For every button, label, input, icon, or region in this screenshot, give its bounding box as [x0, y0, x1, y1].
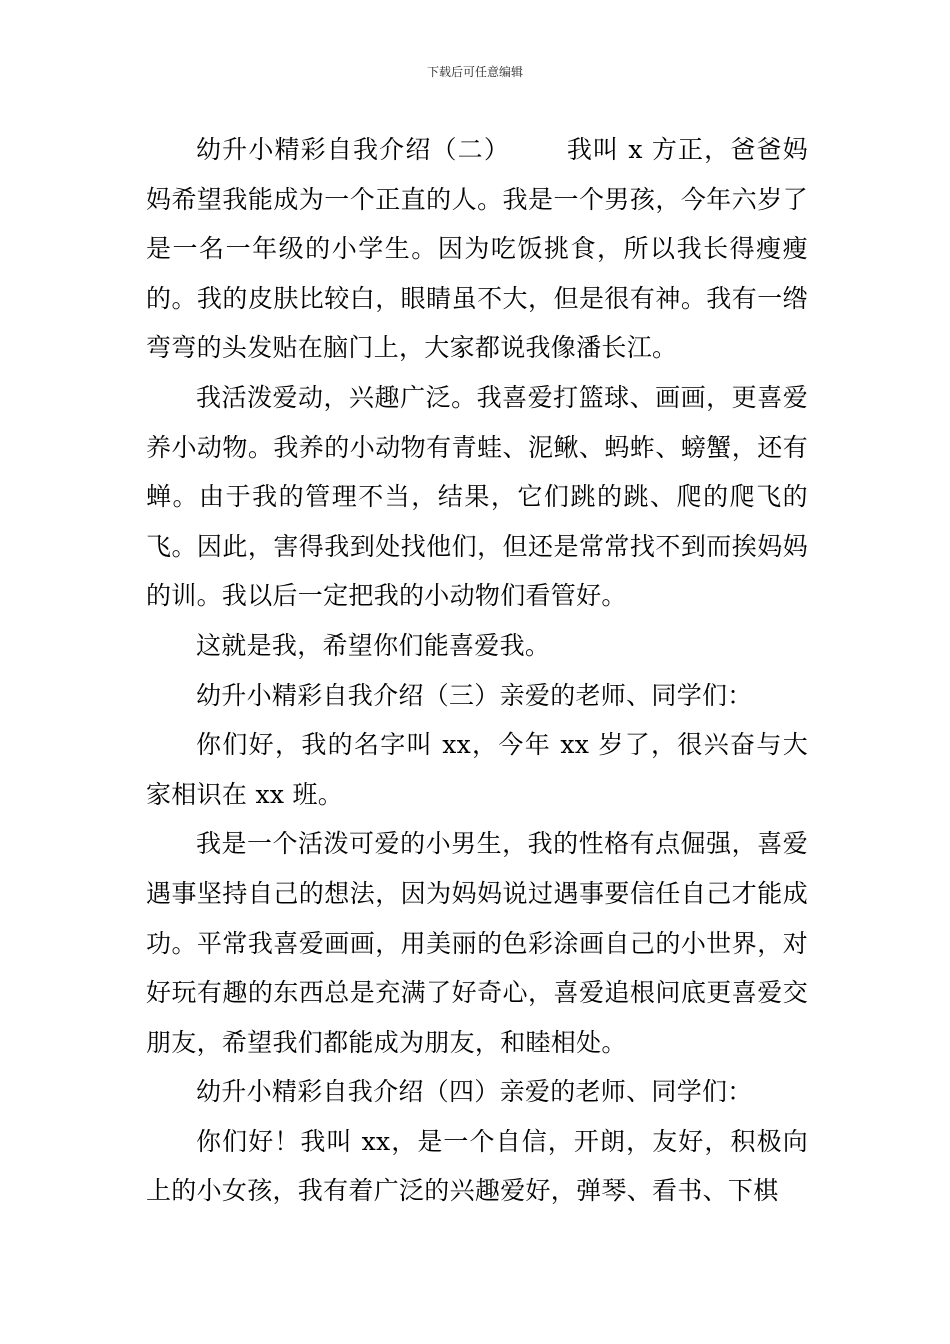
section-title-intro-2: 幼升小精彩自我介绍（二）	[196, 135, 511, 164]
document-body	[146, 125, 808, 1216]
paragraph-greeting-3: 你们好，我的名字叫 xx，今年 xx 岁了，很兴奋与大家相识在 xx 班。	[146, 730, 808, 809]
paragraph-personality: 我是一个活泼可爱的小男生，我的性格有点倔强，喜爱遇事坚持自己的想法，因为妈妈说过遇事要信任自己才能成功。平常我喜爱画画，用美丽的色彩涂画自己的小世界，对好玩有趣的东西总是充满了好奇心，喜爱追根问底更喜爱交朋友，希望我们都能成为朋友，和睦相处。	[146, 829, 808, 1057]
paragraph-hobbies: 我活泼爱动，兴趣广泛。我喜爱打篮球、画画，更喜爱养小动物。我养的小动物有青蛙、泥鳅、蚂蚱、螃蟹，还有蝉。由于我的管理不当，结果，它们跳的跳、爬的爬飞的飞。因此，害得我到处找他们，但还是常常找不到而挨妈妈的训。我以后一定把我的小动物们看管好。	[146, 382, 808, 611]
paragraph-closing: 这就是我，希望你们能喜爱我。	[196, 630, 551, 660]
page-header-note: 下载后可任意编辑	[426, 65, 523, 79]
paragraph-text: 我叫 x 方正，爸爸妈妈希望我能成为一个正直的人。我是一个男孩，今年六岁了是一名一年级的小学生。因为吃饭挑食，所以我长得瘦瘦的。我的皮肤比较白，眼睛虽不大，但是很有神。我有一绺弯弯的头发贴在脑门上，大家都说我像潘长江。	[146, 135, 808, 363]
paragraph-greeting-4: 你们好！我叫 xx，是一个自信，开朗，友好，积极向上的小女孩，我有着广泛的兴趣爱好，弹琴、看书、下棋	[146, 1126, 808, 1206]
section-title-intro-4: 幼升小精彩自我介绍（四）亲爱的老师、同学们：	[196, 1077, 753, 1107]
section-title-intro-3: 幼升小精彩自我介绍（三）亲爱的老师、同学们：	[196, 680, 753, 710]
paragraph-intro-2	[146, 125, 808, 373]
